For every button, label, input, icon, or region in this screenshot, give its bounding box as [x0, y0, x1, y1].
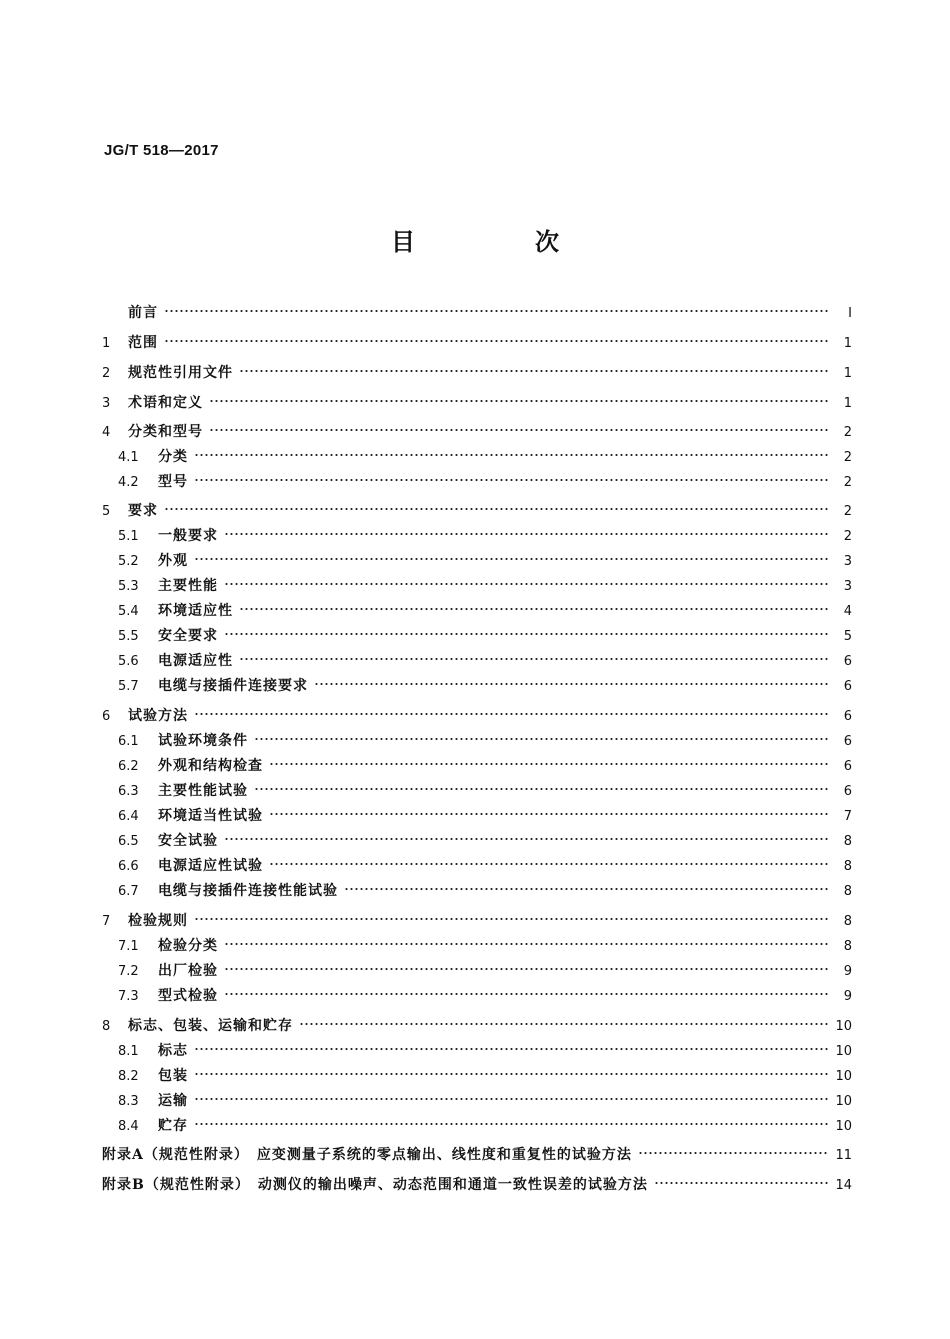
toc-entry-page: 1 [843, 336, 852, 351]
toc-leader-dots [194, 468, 830, 482]
toc-entry[interactable] [102, 1116, 852, 1137]
toc-entry-label: 要求 [128, 503, 158, 519]
toc-entry-number: 6.1 [118, 734, 139, 749]
toc-entry-number: 6.7 [118, 884, 139, 899]
toc-entry-label: 出厂检验 [158, 963, 218, 979]
toc-entry-page: 6 [843, 784, 852, 799]
toc-entry-number: 6.5 [118, 834, 139, 849]
toc-entry-page: 3 [843, 554, 852, 569]
toc-entry-number: 4.1 [118, 450, 139, 465]
toc-entry-page: 8 [843, 884, 852, 899]
toc-entry-page: 9 [843, 989, 852, 1004]
toc-entry[interactable] [102, 626, 852, 647]
toc-entry[interactable] [102, 961, 852, 982]
toc-entry-label: 试验环境条件 [158, 733, 248, 749]
toc-entry-label: 规范性引用文件 [128, 365, 233, 381]
toc-entry[interactable] [102, 1016, 852, 1037]
toc-entry-label: 分类和型号 [128, 424, 203, 440]
toc-entry[interactable] [102, 806, 852, 827]
toc-entry-number: 5.1 [118, 529, 139, 544]
toc-entry-label: 安全要求 [158, 628, 218, 644]
toc-leader-dots [224, 932, 830, 946]
toc-leader-dots [194, 547, 830, 561]
toc-entry[interactable] [102, 756, 852, 777]
toc-entry[interactable] [102, 393, 852, 414]
toc-entry-number: 3 [102, 396, 111, 411]
toc-entry-label: 外观和结构检查 [158, 758, 263, 774]
toc-entry-page: 8 [843, 834, 852, 849]
toc-entry-number: 7.3 [118, 989, 139, 1004]
toc-entry-page: 8 [843, 939, 852, 954]
toc-leader-dots [194, 443, 830, 457]
toc-entry-label: 电源适应性试验 [158, 858, 263, 874]
toc-entry-number: 8.2 [118, 1069, 139, 1084]
toc-entry-number: 5.6 [118, 654, 139, 669]
toc-entry[interactable] [102, 333, 852, 354]
toc-entry[interactable] [102, 781, 852, 802]
toc-entry[interactable] [102, 856, 852, 877]
toc-entry-page: 10 [835, 1019, 852, 1034]
toc-entry[interactable] [102, 501, 852, 522]
toc-entry[interactable] [102, 1041, 852, 1062]
toc-entry-page: 1 [843, 366, 852, 381]
toc-entry-page: 2 [843, 450, 852, 465]
toc-entry-label: 分类 [158, 449, 188, 465]
toc-entry[interactable] [102, 303, 852, 324]
toc-entry-label: 标志、包装、运输和贮存 [128, 1018, 293, 1034]
toc-entry-label: 电缆与接插件连接要求 [158, 678, 308, 694]
toc-leader-dots [224, 827, 830, 841]
toc-leader-dots [224, 982, 830, 996]
toc-entry-label: 主要性能试验 [158, 783, 248, 799]
toc-leader-dots [299, 1012, 829, 1026]
toc-entry-number: 6.4 [118, 809, 139, 824]
toc-entry-number: 6.6 [118, 859, 139, 874]
toc-entry-number: 6.2 [118, 759, 139, 774]
toc-entry[interactable] [102, 422, 852, 443]
toc-entry-label: 包装 [158, 1068, 188, 1084]
toc-leader-dots [314, 672, 830, 686]
toc-entry-label: 型式检验 [158, 988, 218, 1004]
toc-leader-dots [194, 1112, 829, 1126]
toc-entry-label: 环境适应性 [158, 603, 233, 619]
toc-entry-label: 安全试验 [158, 833, 218, 849]
toc-entry-page: 8 [843, 914, 852, 929]
toc-entry-label: 试验方法 [128, 708, 188, 724]
toc-entry-page: 7 [843, 809, 852, 824]
toc-entry-page: 3 [843, 579, 852, 594]
toc-leader-dots [638, 1141, 830, 1155]
toc-entry[interactable] [102, 706, 852, 727]
toc-entry-number: 5 [102, 504, 111, 519]
toc-leader-dots [224, 957, 830, 971]
toc-leader-dots [224, 572, 830, 586]
toc-entry-label: 术语和定义 [128, 395, 203, 411]
toc-leader-dots [254, 777, 830, 791]
toc-entry-label: 主要性能 [158, 578, 218, 594]
toc-entry-page: 10 [835, 1119, 852, 1134]
toc-entry-page: 8 [843, 859, 852, 874]
toc-entry-label: 电源适应性 [158, 653, 233, 669]
toc-entry[interactable] [102, 1091, 852, 1112]
toc-entry-number: 4 [102, 425, 111, 440]
toc-entry-number: 5.4 [118, 604, 139, 619]
toc-entry-label: 前言 [128, 305, 158, 321]
toc-entry[interactable] [102, 1066, 852, 1087]
toc-entry-label: 一般要求 [158, 528, 218, 544]
toc-leader-dots [224, 522, 830, 536]
toc-entry-page: 6 [843, 654, 852, 669]
toc-entry-page: 6 [843, 709, 852, 724]
toc-entry[interactable] [102, 363, 852, 384]
toc-entry-number: 5.5 [118, 629, 139, 644]
toc-entry-label: 运输 [158, 1093, 188, 1109]
toc-entry-label: 检验规则 [128, 913, 188, 929]
toc-leader-dots [194, 1037, 829, 1051]
toc-entry-number: 1 [102, 336, 111, 351]
toc-entry-number: 6 [102, 709, 111, 724]
toc-entry[interactable] [102, 472, 852, 493]
toc-leader-dots [164, 497, 830, 511]
toc-entry-number: 5.3 [118, 579, 139, 594]
toc-leader-dots [654, 1171, 830, 1185]
toc-entry[interactable] [102, 1175, 852, 1196]
page-title: 目 次 [391, 227, 607, 256]
toc-entry[interactable] [102, 1145, 852, 1166]
toc-entry[interactable] [102, 831, 852, 852]
toc-entry-number: 8.1 [118, 1044, 139, 1059]
toc-leader-dots [269, 752, 830, 766]
toc-entry[interactable] [102, 731, 852, 752]
toc-entry-label: 附录A（规范性附录） 应变测量子系统的零点输出、线性度和重复性的试验方法 [102, 1147, 632, 1163]
toc-leader-dots [239, 359, 830, 373]
toc-leader-dots [209, 389, 830, 403]
toc-entry-number: 7.1 [118, 939, 139, 954]
toc-leader-dots [164, 329, 830, 343]
toc-entry-page: 2 [843, 504, 852, 519]
toc-entry[interactable] [102, 447, 852, 468]
toc-leader-dots [194, 702, 830, 716]
toc-entry-number: 5.7 [118, 679, 139, 694]
toc-leader-dots [194, 1062, 829, 1076]
toc-entry-page: 14 [835, 1178, 852, 1193]
toc-entry[interactable] [102, 881, 852, 902]
toc-entry[interactable] [102, 936, 852, 957]
toc-leader-dots [254, 727, 830, 741]
toc-entry[interactable] [102, 601, 852, 622]
toc-entry-label: 型号 [158, 474, 188, 490]
toc-entry-page: 10 [835, 1069, 852, 1084]
toc-leader-dots [269, 802, 830, 816]
toc-leader-dots [269, 852, 830, 866]
toc-entry-label: 范围 [128, 335, 158, 351]
toc-entry[interactable] [102, 651, 852, 672]
toc-entry-number: 8.3 [118, 1094, 139, 1109]
toc-entry-label: 电缆与接插件连接性能试验 [158, 883, 338, 899]
toc-entry-page: 10 [835, 1094, 852, 1109]
toc-leader-dots [194, 907, 830, 921]
toc-entry-number: 8.4 [118, 1119, 139, 1134]
toc-leader-dots [344, 877, 830, 891]
toc-entry-label: 环境适当性试验 [158, 808, 263, 824]
toc-entry[interactable] [102, 551, 852, 572]
toc-entry-page: 1 [843, 396, 852, 411]
toc-entry[interactable] [102, 986, 852, 1007]
toc-entry-page: 5 [843, 629, 852, 644]
toc-entry-label: 附录B（规范性附录） 动测仪的输出噪声、动态范围和通道一致性误差的试验方法 [102, 1177, 648, 1193]
toc-entry-page: 6 [843, 759, 852, 774]
toc-leader-dots [164, 299, 830, 313]
toc-entry-label: 贮存 [158, 1118, 188, 1134]
toc-entry-page: 10 [835, 1044, 852, 1059]
toc-entry-page: 4 [843, 604, 852, 619]
toc-entry-number: 2 [102, 366, 111, 381]
toc-entry-number: 7.2 [118, 964, 139, 979]
toc-entry-page: Ⅰ [848, 306, 852, 321]
toc-entry[interactable] [102, 526, 852, 547]
toc-leader-dots [239, 597, 830, 611]
toc-entry[interactable] [102, 911, 852, 932]
toc-leader-dots [239, 647, 830, 661]
toc-entry-page: 2 [843, 475, 852, 490]
toc-entry-label: 外观 [158, 553, 188, 569]
toc-entry-page: 2 [843, 529, 852, 544]
document-code: JG/T 518—2017 [104, 142, 219, 159]
toc-leader-dots [194, 1087, 829, 1101]
toc-entry-number: 5.2 [118, 554, 139, 569]
toc-entry-number: 7 [102, 914, 111, 929]
toc-entry-number: 8 [102, 1019, 111, 1034]
toc-entry-label: 标志 [158, 1043, 188, 1059]
toc-entry-page: 11 [835, 1148, 852, 1163]
toc-entry-page: 9 [843, 964, 852, 979]
toc-entry-page: 6 [843, 734, 852, 749]
toc-entry[interactable] [102, 576, 852, 597]
toc-entry-number: 4.2 [118, 475, 139, 490]
toc-leader-dots [209, 418, 830, 432]
toc-entry[interactable] [102, 676, 852, 697]
toc-entry-page: 2 [843, 425, 852, 440]
toc-entry-label: 检验分类 [158, 938, 218, 954]
toc-entry-page: 6 [843, 679, 852, 694]
toc-entry-number: 6.3 [118, 784, 139, 799]
toc-leader-dots [224, 622, 830, 636]
